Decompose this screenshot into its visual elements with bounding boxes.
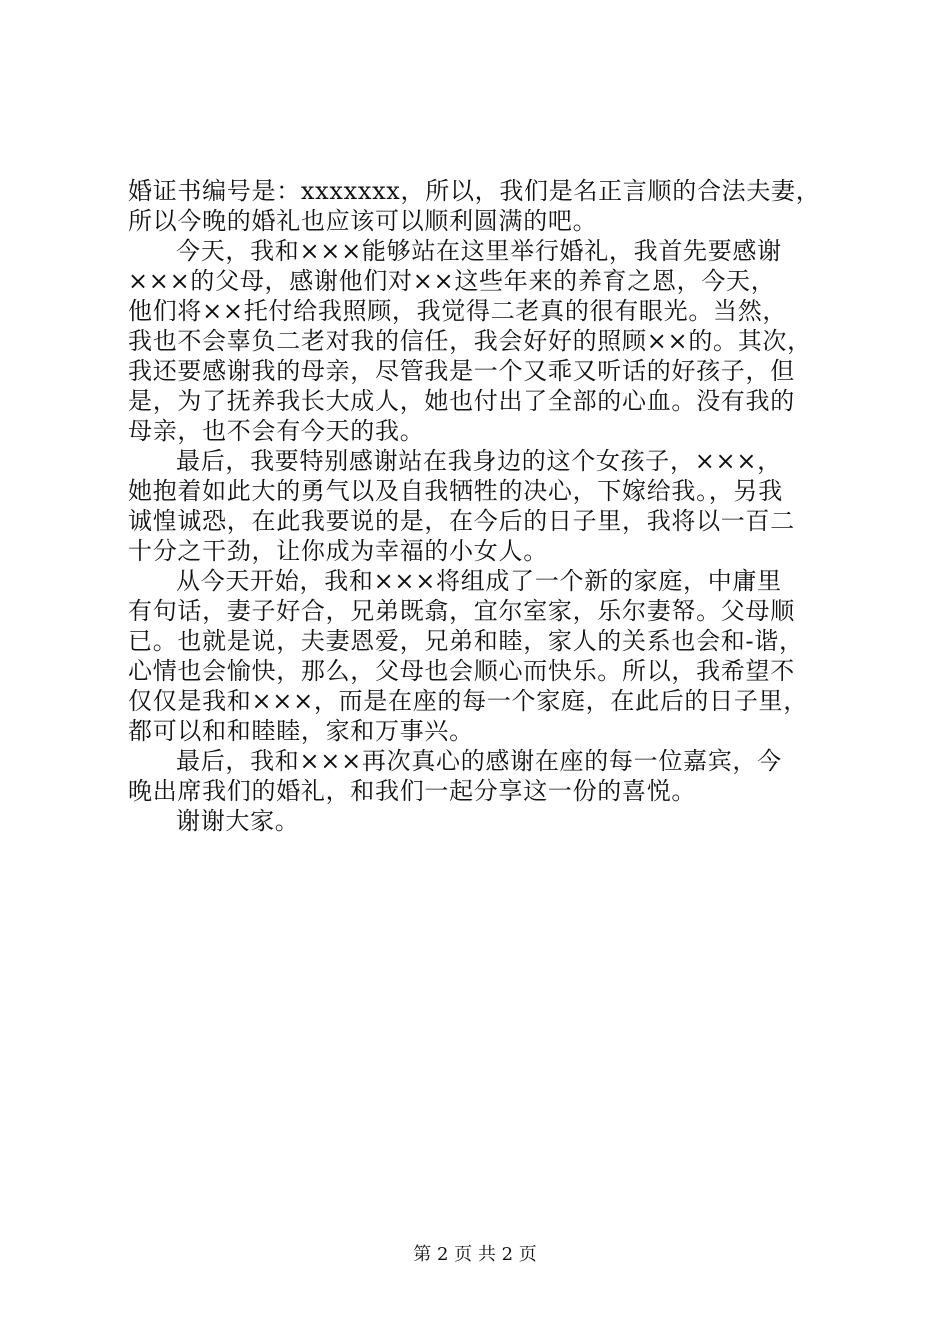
- paragraph-start-line: 从今天开始，我和×××将组成了一个新的家庭，中庸里: [176, 567, 782, 595]
- text-line: 已。也就是说，夫妻恩爱，兄弟和睦，家人的关系也会和-谐，: [128, 627, 804, 655]
- text-line: 婚证书编号是：xxxxxxx，所以，我们是名正言顺的合法夫妻，: [128, 177, 821, 205]
- text-line: 母亲，也不会有今天的我。: [128, 417, 425, 445]
- text-line: ×××的父母，感谢他们对××这些年来的养育之恩，今天，: [128, 267, 776, 295]
- text-line: 诚惶诚恐，在此我要说的是，在今后的日子里，我将以一百二: [128, 507, 795, 535]
- text-line: 晚出席我们的婚礼，和我们一起分享这一份的喜悦。: [128, 777, 697, 805]
- paragraph-start-line: 最后，我要特别感谢站在我身边的这个女孩子，×××，: [176, 447, 782, 475]
- closing-line: 谢谢大家。: [176, 807, 300, 835]
- paragraph-start-line: 今天，我和×××能够站在这里举行婚礼，我首先要感谢: [176, 237, 782, 265]
- text-line: 他们将××托付给我照顾，我觉得二老真的很有眼光。当然，: [128, 297, 788, 325]
- text-line: 我还要感谢我的母亲，尽管我是一个又乖又听话的好孩子，但: [128, 357, 795, 385]
- text-line: 是，为了抚养我长大成人，她也付出了全部的心血。没有我的: [128, 387, 795, 415]
- text-line: 我也不会辜负二老对我的信任，我会好好的照顾××的。其次，: [128, 327, 812, 355]
- page-number-footer: 第 2 页 共 2 页: [413, 1244, 537, 1265]
- text-line: 十分之干劲，让你成为幸福的小女人。: [128, 537, 548, 565]
- text-line: 都可以和和睦睦，家和万事兴。: [128, 717, 474, 745]
- text-line: 有句话，妻子好合，兄弟既翕，宜尔室家，乐尔妻帑。父母顺: [128, 597, 795, 625]
- text-line: 她抱着如此大的勇气以及自我牺牲的决心，下嫁给我。，另我: [128, 477, 783, 505]
- paragraph-start-line: 最后，我和×××再次真心的感谢在座的每一位嘉宾，今: [176, 747, 782, 775]
- text-line: 所以今晚的婚礼也应该可以顺利圆满的吧。: [128, 207, 598, 235]
- text-line: 仅仅是我和×××，而是在座的每一个家庭，在此后的日子里，: [128, 687, 808, 715]
- text-line: 心情也会愉快，那么，父母也会顺心而快乐。所以，我希望不: [128, 657, 795, 685]
- document-body: [128, 176, 858, 836]
